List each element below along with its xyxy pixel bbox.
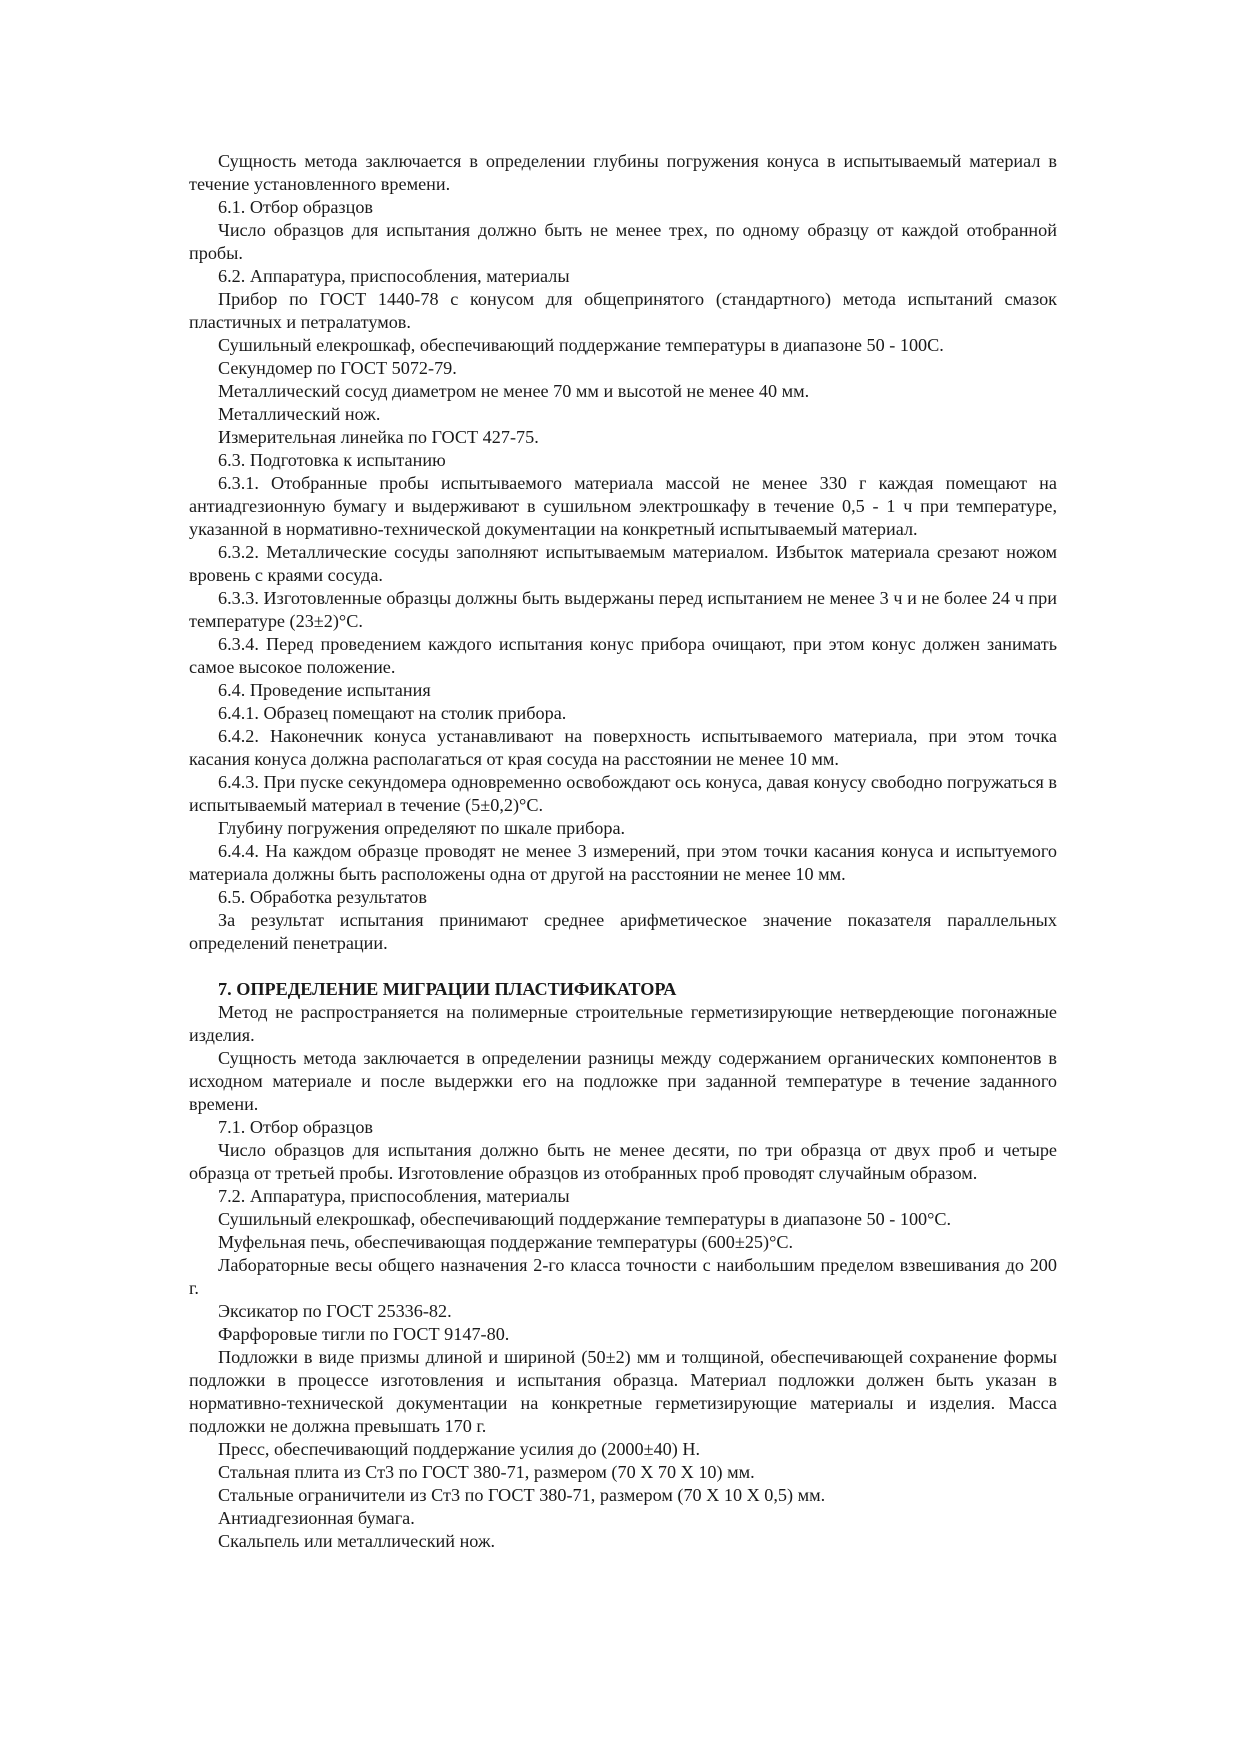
paragraph: Муфельная печь, обеспечивающая поддержание температуры (600±25)°С. bbox=[218, 1232, 794, 1252]
paragraph: Прибор по ГОСТ 1440-78 с конусом для общепринятого (стандартного) метода испытаний смазок пластичных и петралатумов. bbox=[189, 289, 1057, 332]
paragraph: Металлический сосуд диаметром не менее 70 мм и высотой не менее 40 мм. bbox=[218, 381, 810, 401]
paragraph: 7.1. Отбор образцов bbox=[218, 1117, 374, 1137]
paragraph: Сушильный елекрошкаф, обеспечивающий поддержание температуры в диапазоне 50 - 100С. bbox=[218, 335, 944, 355]
paragraph: Секундомер по ГОСТ 5072-79. bbox=[218, 358, 457, 378]
paragraph: 6.3.2. Металлические сосуды заполняют испытываемым материалом. Избыток материала срезают ножом вровень с краями сосуда. bbox=[189, 542, 1057, 585]
paragraph: Антиадгезионная бумага. bbox=[218, 1508, 415, 1528]
paragraph: Глубину погружения определяют по шкале прибора. bbox=[218, 818, 626, 838]
paragraph: Сущность метода заключается в определении разницы между содержанием органических компонентов в исходном материале и после выдержки его на подложке при заданной температуре в течение заданного времени. bbox=[189, 1048, 1057, 1114]
paragraph: Число образцов для испытания должно быть не менее трех, по одному образцу от каждой отобранной пробы. bbox=[189, 220, 1057, 263]
paragraph: Скальпель или металлический нож. bbox=[218, 1531, 496, 1551]
paragraph: Измерительная линейка по ГОСТ 427-75. bbox=[218, 427, 539, 447]
document-page bbox=[189, 150, 1057, 1553]
paragraph: 6.4. Проведение испытания bbox=[218, 680, 431, 700]
paragraph: 6.2. Аппаратура, приспособления, материалы bbox=[218, 266, 570, 286]
paragraph: Подложки в виде призмы длиной и шириной (50±2) мм и толщиной, обеспечивающей сохранение формы подложки в процессе изготовления и испытания образца. Материал подложки должен быть указан в нормативно-технической документации на конкретные герметизирующие материалы и изделия. Масса подложки не должна превышать 170 г. bbox=[189, 1347, 1057, 1436]
paragraph: 6.5. Обработка результатов bbox=[218, 887, 427, 907]
paragraph: Метод не распространяется на полимерные строительные герметизирующие нетвердеющие погонажные изделия. bbox=[189, 1002, 1057, 1045]
paragraph: 6.1. Отбор образцов bbox=[218, 197, 374, 217]
paragraph: Металлический нож. bbox=[218, 404, 381, 424]
paragraph: 6.3.1. Отобранные пробы испытываемого материала массой не менее 330 г каждая помещают на антиадгезионную бумагу и выдерживают в сушильном электрошкафу в течение 0,5 - 1 ч при температуре, указанной в нормативно-технической документации на конкретный испытываемый материал. bbox=[189, 473, 1057, 539]
paragraph: Фарфоровые тигли по ГОСТ 9147-80. bbox=[218, 1324, 510, 1344]
section-heading: 7. ОПРЕДЕЛЕНИЕ МИГРАЦИИ ПЛАСТИФИКАТОРА bbox=[218, 979, 677, 999]
paragraph: 6.4.2. Наконечник конуса устанавливают на поверхность испытываемого материала, при этом точка касания конуса должна располагаться от края сосуда на расстоянии не менее 10 мм. bbox=[189, 726, 1057, 769]
paragraph: Сущность метода заключается в определении глубины погружения конуса в испытываемый материал в течение установленного времени. bbox=[189, 151, 1057, 194]
paragraph: 6.4.1. Образец помещают на столик прибора. bbox=[218, 703, 567, 723]
paragraph: Пресс, обеспечивающий поддержание усилия до (2000±40) Н. bbox=[218, 1439, 701, 1459]
paragraph: Стальная плита из Ст3 по ГОСТ 380-71, размером (70 X 70 X 10) мм. bbox=[218, 1462, 755, 1482]
paragraph: 6.4.4. На каждом образце проводят не менее 3 измерений, при этом точки касания конуса и испытуемого материала должны быть расположены одна от другой на расстоянии не менее 10 мм. bbox=[189, 841, 1057, 884]
paragraph: 6.3.3. Изготовленные образцы должны быть выдержаны перед испытанием не менее 3 ч и не более 24 ч при температуре (23±2)°С. bbox=[189, 588, 1057, 631]
paragraph: 6.4.3. При пуске секундомера одновременно освобождают ось конуса, давая конусу свободно погружаться в испытываемый материал в течение (5±0,2)°С. bbox=[189, 772, 1057, 815]
paragraph: Число образцов для испытания должно быть не менее десяти, по три образца от двух проб и четыре образца от третьей пробы. Изготовление образцов из отобранных проб проводят случайным образом. bbox=[189, 1140, 1057, 1183]
paragraph: Лабораторные весы общего назначения 2-го класса точности с наибольшим пределом взвешивания до 200 г. bbox=[189, 1255, 1057, 1298]
paragraph: Стальные ограничители из Ст3 по ГОСТ 380-71, размером (70 X 10 X 0,5) мм. bbox=[218, 1485, 826, 1505]
paragraph: Сушильный елекрошкаф, обеспечивающий поддержание температуры в диапазоне 50 - 100°С. bbox=[218, 1209, 952, 1229]
paragraph: Эксикатор по ГОСТ 25336-82. bbox=[218, 1301, 452, 1321]
paragraph: 7.2. Аппаратура, приспособления, материалы bbox=[218, 1186, 570, 1206]
paragraph: За результат испытания принимают среднее арифметическое значение показателя параллельных определений пенетрации. bbox=[189, 910, 1057, 953]
paragraph: 6.3. Подготовка к испытанию bbox=[218, 450, 446, 470]
paragraph: 6.3.4. Перед проведением каждого испытания конус прибора очищают, при этом конус должен занимать самое высокое положение. bbox=[189, 634, 1057, 677]
